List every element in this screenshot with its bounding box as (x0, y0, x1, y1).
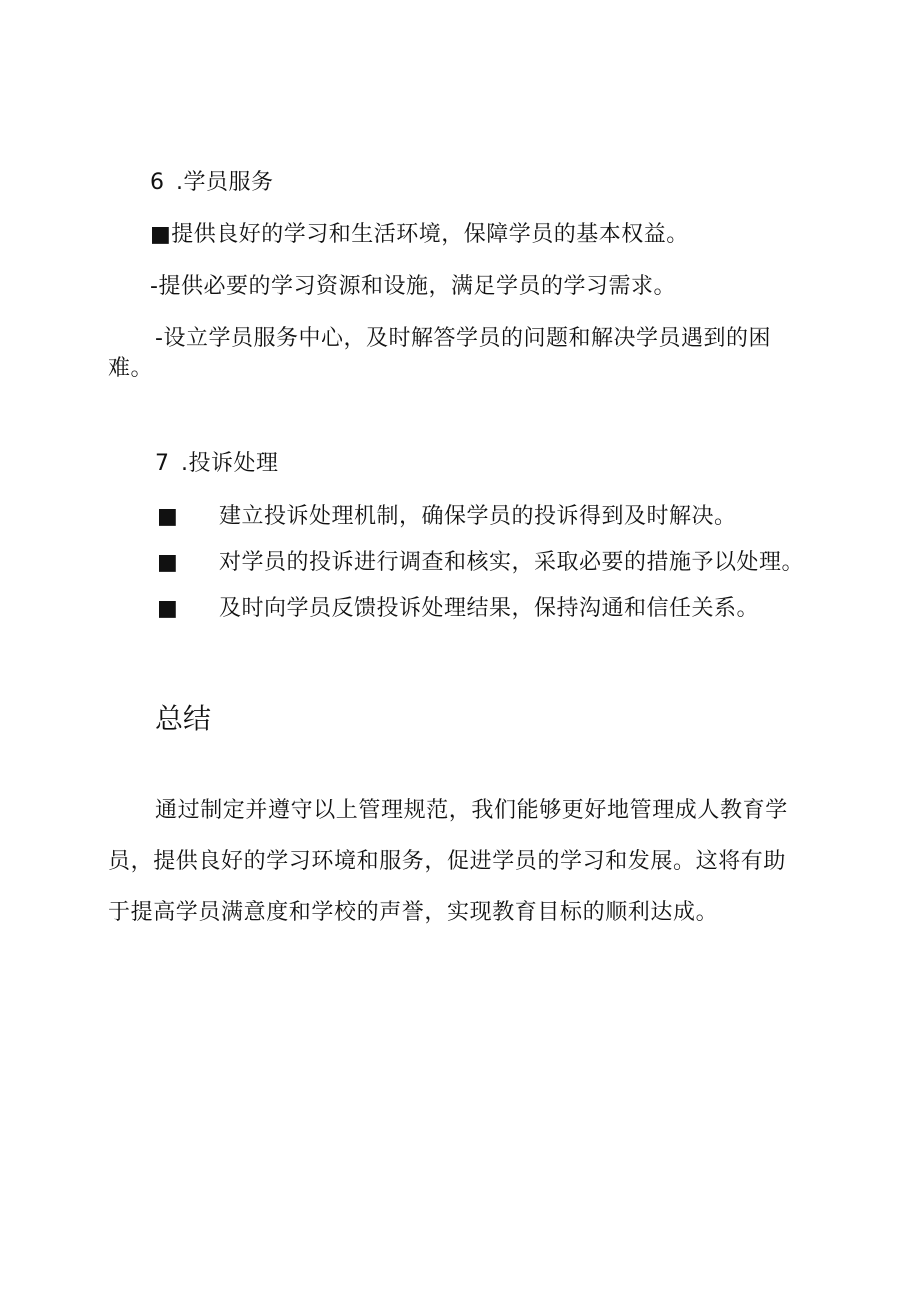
section-7-item-text: 建立投诉处理机制，确保学员的投诉得到及时解决。 (219, 504, 737, 529)
square-bullet-icon: ■ (157, 596, 178, 621)
summary-heading: 总结 (155, 702, 212, 735)
section-6-item-continuation: 难。 (108, 356, 154, 381)
section-6-heading (150, 170, 274, 196)
section-6-title: .学员服务 (176, 170, 274, 195)
section-7-title: .投诉处理 (181, 451, 279, 476)
section-7-item-text: 对学员的投诉进行调查和核实，采取必要的措施予以处理。 (219, 550, 805, 575)
section-6-item: -设立学员服务中心，及时解答学员的问题和解决学员遇到的困 (155, 326, 771, 351)
section-7-number: 7 (155, 451, 170, 476)
summary-paragraph-line: 于提高学员满意度和学校的声誉，实现教育目标的顺利达成。 (108, 900, 719, 925)
square-bullet-icon: ■ (157, 504, 178, 529)
section-7-item-text: 及时向学员反馈投诉处理结果，保持沟通和信任关系。 (219, 596, 760, 621)
section-6-number: 6 (150, 170, 165, 195)
summary-paragraph-line: 通过制定并遵守以上管理规范，我们能够更好地管理成人教育学 (155, 798, 788, 823)
summary-paragraph-line: 员，提供良好的学习环境和服务，促进学员的学习和发展。这将有助 (108, 849, 787, 874)
section-7-heading (155, 451, 279, 477)
square-bullet-icon: ■ (157, 550, 178, 575)
section-6-item: ■提供良好的学习和生活环境，保障学员的基本权益。 (150, 222, 689, 247)
section-6-item: -提供必要的学习资源和设施，满足学员的学习需求。 (150, 274, 676, 299)
